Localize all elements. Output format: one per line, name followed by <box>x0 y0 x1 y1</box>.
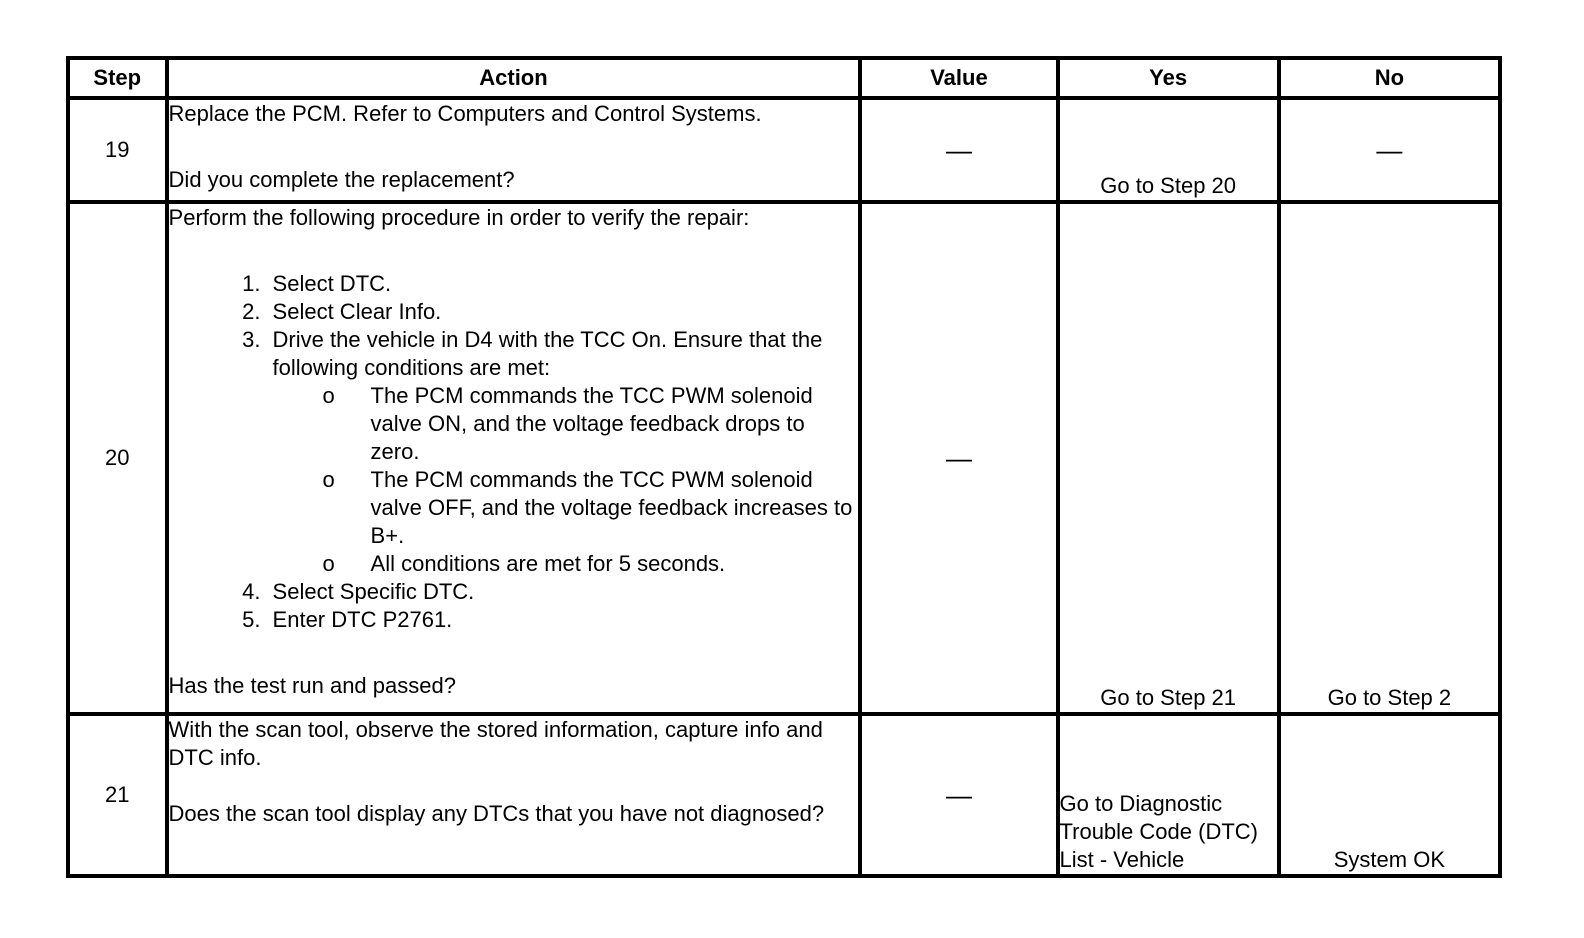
action-cell <box>167 202 861 714</box>
yes-cell: Go to Step 21 <box>1058 202 1279 714</box>
value-cell: — <box>860 202 1057 714</box>
table-row <box>68 714 1500 876</box>
step-number: 21 <box>68 714 167 876</box>
header-value: Value <box>860 58 1057 98</box>
action-question: Has the test run and passed? <box>168 673 456 698</box>
yes-cell: Go to Step 20 <box>1058 98 1279 202</box>
action-intro: Perform the following procedure in order to verify the repair: <box>168 205 750 230</box>
condition-list <box>273 382 859 578</box>
procedure-step-text: Drive the vehicle in D4 with the TCC On. Ensure that the following conditions are met: <box>272 327 823 380</box>
table-row <box>68 202 1500 714</box>
value-cell: — <box>860 714 1057 876</box>
step-number: 20 <box>68 202 167 714</box>
procedure-list <box>169 270 859 634</box>
action-question: Did you complete the replacement? <box>168 167 515 192</box>
header-yes: Yes <box>1058 58 1279 98</box>
no-cell: — <box>1279 98 1500 202</box>
header-action: Action <box>167 58 861 98</box>
header-row <box>68 58 1500 98</box>
no-cell: Go to Step 2 <box>1279 202 1500 714</box>
yes-cell: Go to Diagnostic Trouble Code (DTC) List - Vehicle <box>1058 714 1279 876</box>
no-cell: System OK <box>1279 714 1500 876</box>
action-cell <box>167 98 861 202</box>
diagnostic-table <box>66 56 1502 878</box>
header-no: No <box>1279 58 1500 98</box>
condition-item: o All conditions are met for 5 seconds. <box>371 550 859 578</box>
action-question: Does the scan tool display any DTCs that you have not diagnosed? <box>168 801 825 826</box>
condition-item: o The PCM commands the TCC PWM solenoid valve OFF, and the voltage feedback increases to B+. <box>371 466 859 550</box>
procedure-step: 1. Select DTC. <box>267 270 859 298</box>
action-intro: With the scan tool, observe the stored information, capture info and DTC info. <box>168 717 823 770</box>
condition-item: o The PCM commands the TCC PWM solenoid valve ON, and the voltage feedback drops to zero. <box>371 382 859 466</box>
action-cell <box>167 714 861 876</box>
action-intro: Replace the PCM. Refer to Computers and Control Systems. <box>168 101 762 126</box>
value-cell: — <box>860 98 1057 202</box>
procedure-step: 5. Enter DTC P2761. <box>267 606 859 634</box>
table-row <box>68 98 1500 202</box>
header-step: Step <box>68 58 167 98</box>
procedure-step: 2. Select Clear Info. <box>267 298 859 326</box>
step-number: 19 <box>68 98 167 202</box>
procedure-step <box>267 326 859 578</box>
procedure-step: 4. Select Specific DTC. <box>267 578 859 606</box>
